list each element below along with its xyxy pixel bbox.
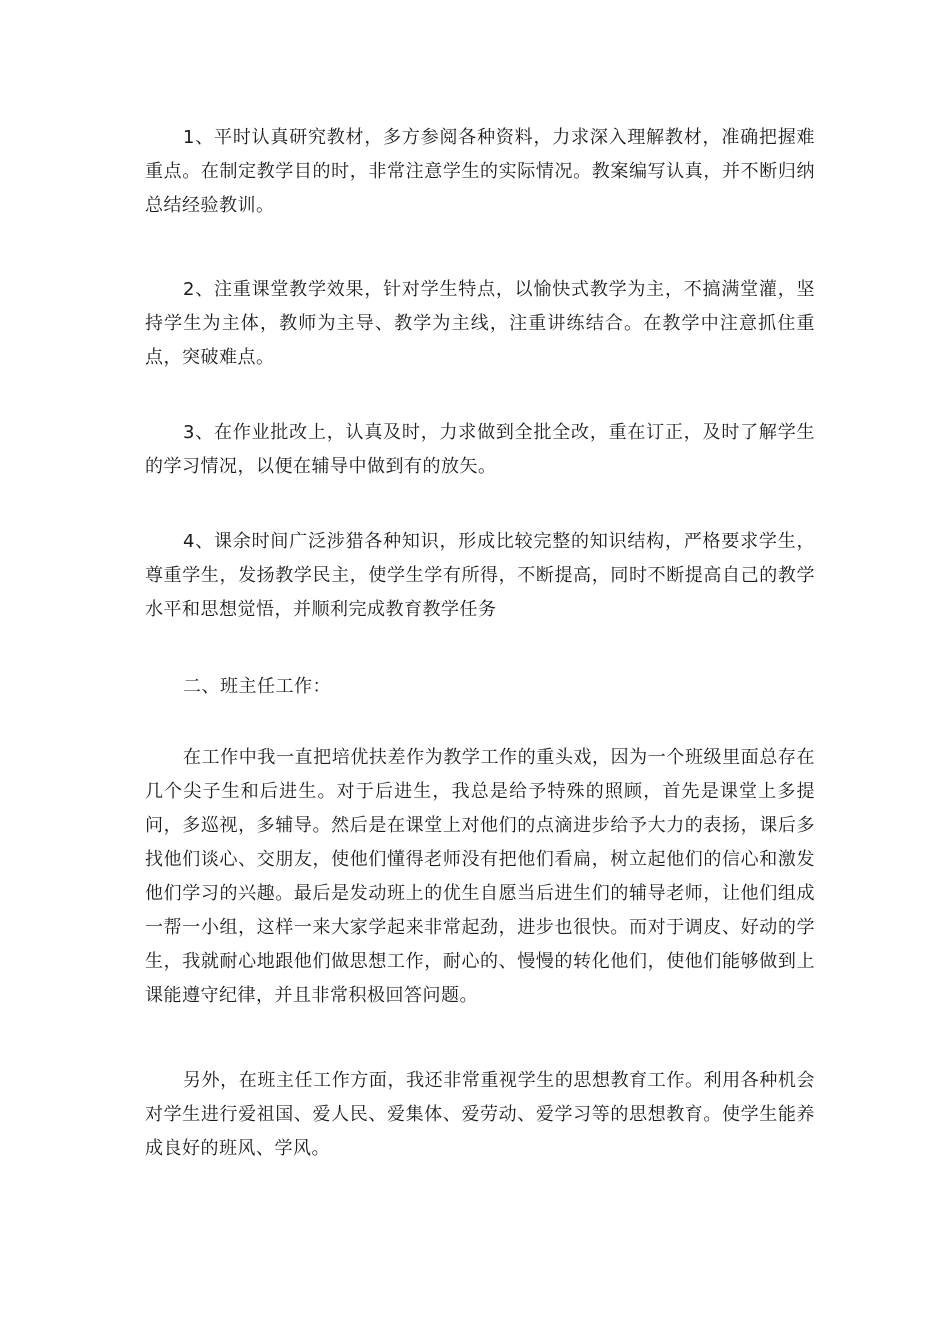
paragraph-item-3: 3、在作业批改上，认真及时，力求做到全批全改，重在订正，及时了解学生的学习情况，以便在辅导中做到有的放矢。 [145,422,815,477]
paragraph-item-1: 1、平时认真研究教材，多方参阅各种资料，力求深入理解教材，准确把握难重点。在制定教学目的时，非常注意学生的实际情况。教案编写认真，并不断归纳总结经验教训。 [145,127,815,216]
paragraph-item-4: 4、课余时间广泛涉猎各种知识，形成比较完整的知识结构，严格要求学生，尊重学生，发扬教学民主，使学生学有所得，不断提高，同时不断提高自己的教学水平和思想觉悟，并顺利完成教育教学任务 [145,531,815,620]
paragraph-moral-education: 另外，在班主任工作方面，我还非常重视学生的思想教育工作。利用各种机会对学生进行爱祖国、爱人民、爱集体、爱劳动、爱学习等的思想教育。使学生能养成良好的班风、学风。 [145,1070,815,1159]
section-heading-class-teacher: 二、班主任工作： [183,676,331,697]
paragraph-item-2: 2、注重课堂教学效果，针对学生特点，以愉快式教学为主，不搞满堂灌，坚持学生为主体，教师为主导、教学为主线，注重讲练结合。在教学中注意抓住重点，突破难点。 [145,279,815,368]
paragraph-class-teacher-work: 在工作中我一直把培优扶差作为教学工作的重头戏，因为一个班级里面总存在几个尖子生和后进生。对于后进生，我总是给予特殊的照顾，首先是课堂上多提问，多巡视，多辅导。然后是在课堂上对他们的点滴进步给予大力的表扬，课后多找他们谈心、交朋友，使他们懂得老师没有把他们看扁，树立起他们的信心和激发他们学习的兴趣。最后是发动班上的优生自愿当后进生们的辅导老师，让他们组成一帮一小组，这样一来大家学起来非常起劲，进步也很快。而对于调皮、好动的学生，我就耐心地跟他们做思想工作，耐心的、慢慢的转化他们，使他们能够做到上课能遵守纪律，并且非常积极回答问题。 [145,747,815,1006]
